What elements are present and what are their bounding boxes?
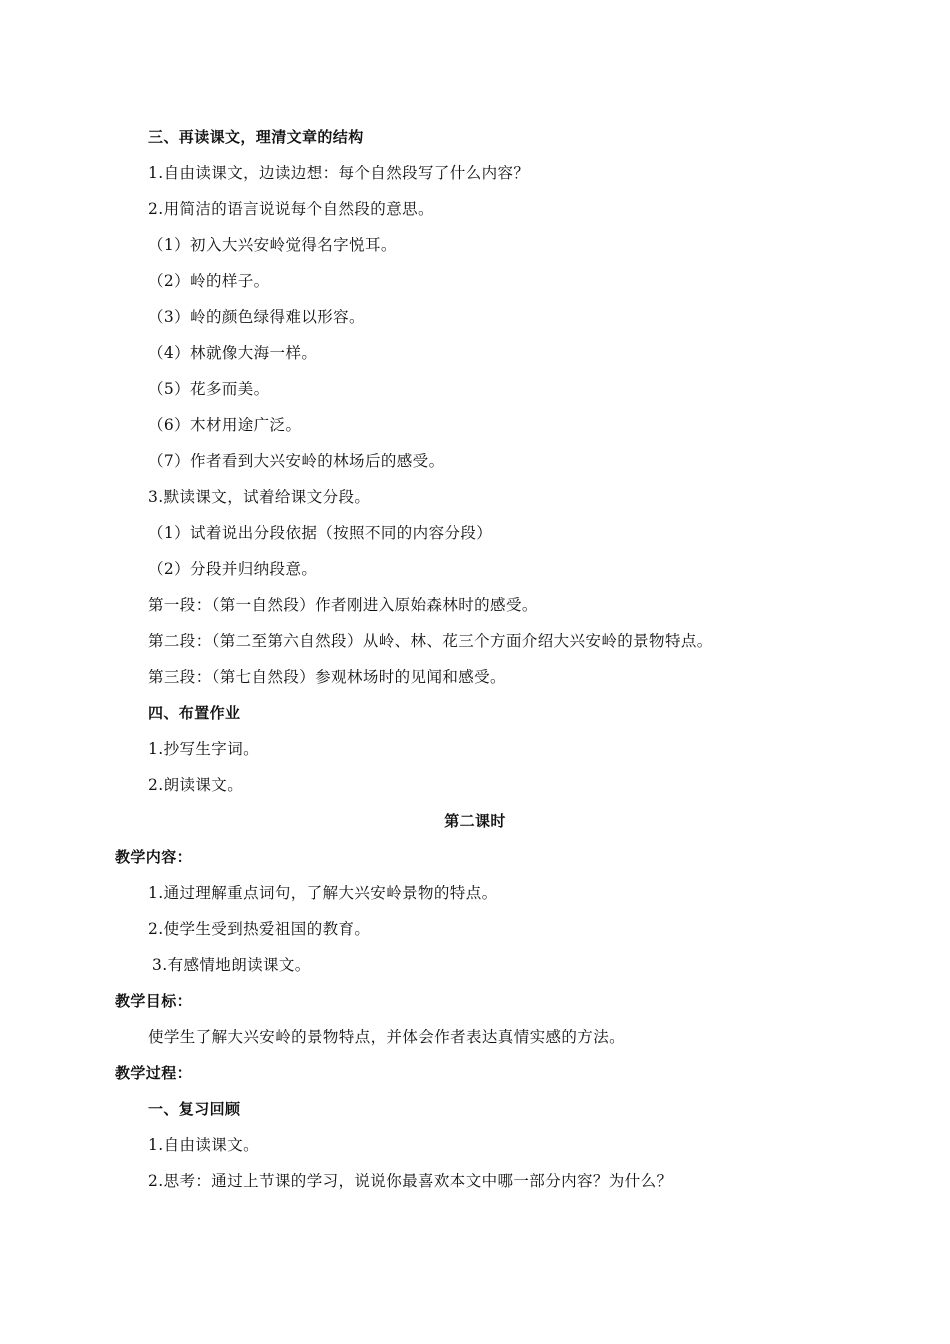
list-item: （2）分段并归纳段意。 [148, 560, 318, 578]
section-heading: 一、复习回顾 [148, 1100, 241, 1118]
list-item: （4）林就像大海一样。 [148, 344, 318, 362]
list-item: 1.抄写生字词。 [148, 740, 259, 758]
list-item: 2.使学生受到热爱祖国的教育。 [148, 920, 371, 938]
section-heading: 三、再读课文，理清文章的结构 [148, 128, 364, 146]
list-item: （7）作者看到大兴安岭的林场后的感受。 [148, 452, 445, 470]
list-item: （5）花多而美。 [148, 380, 270, 398]
list-item: 1.自由读课文。 [148, 1136, 259, 1154]
goal-text: 使学生了解大兴安岭的景物特点，并体会作者表达真情实感的方法。 [148, 1028, 626, 1046]
list-item: 第一段：（第一自然段）作者刚进入原始森林时的感受。 [148, 596, 538, 614]
list-item: （2）岭的样子。 [148, 272, 270, 290]
list-item: 2.用简洁的语言说说每个自然段的意思。 [148, 200, 434, 218]
list-item: 3.有感情地朗读课文。 [152, 956, 311, 974]
list-item: （6）木材用途广泛。 [148, 416, 302, 434]
list-item: 第三段：（第七自然段）参观林场时的见闻和感受。 [148, 668, 506, 686]
process-label: 教学过程： [115, 1064, 193, 1082]
list-item: 1.自由读课文，边读边想：每个自然段写了什么内容？ [148, 164, 530, 182]
list-item: （3）岭的颜色绿得难以形容。 [148, 308, 365, 326]
list-item: （1）初入大兴安岭觉得名字悦耳。 [148, 236, 397, 254]
list-item: 2.朗读课文。 [148, 776, 244, 794]
content-label: 教学内容： [115, 848, 193, 866]
goal-label: 教学目标： [115, 992, 193, 1010]
lesson-title: 第二课时 [444, 812, 506, 830]
list-item: 3.默读课文，试着给课文分段。 [148, 488, 371, 506]
list-item: （1）试着说出分段依据（按照不同的内容分段） [148, 524, 493, 542]
list-item: 第二段：（第二至第六自然段）从岭、林、花三个方面介绍大兴安岭的景物特点。 [148, 632, 713, 650]
section-heading: 四、布置作业 [148, 704, 241, 722]
list-item: 2.思考：通过上节课的学习，说说你最喜欢本文中哪一部分内容？为什么？ [148, 1172, 673, 1190]
list-item: 1.通过理解重点词句，了解大兴安岭景物的特点。 [148, 884, 498, 902]
